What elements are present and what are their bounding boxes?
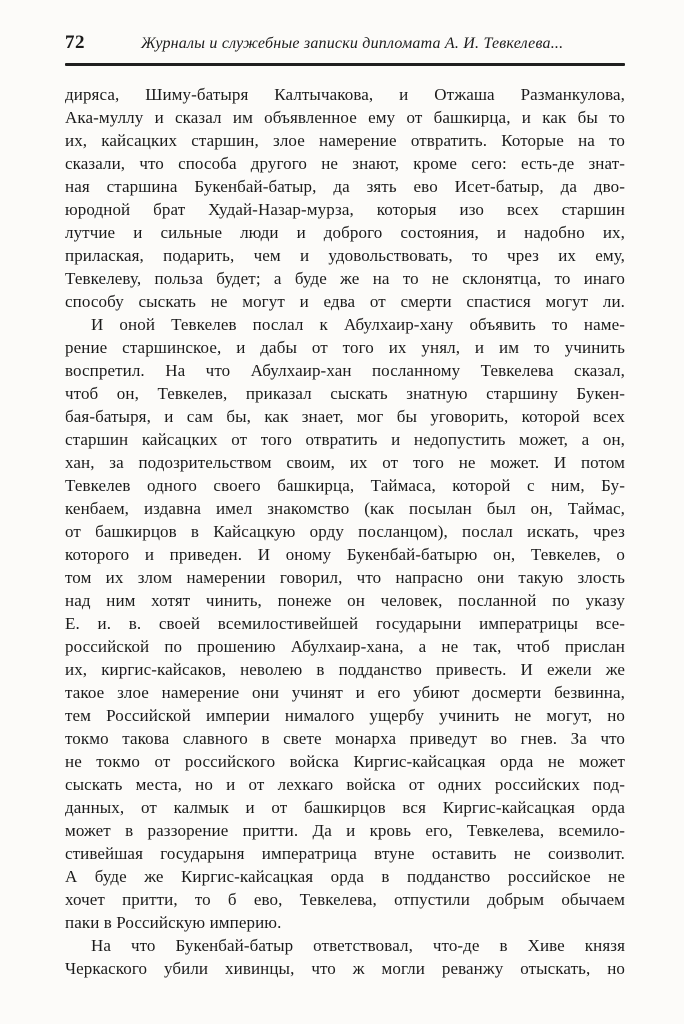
text-line: хан, за подозрительством своим, их от того не может. И потом bbox=[65, 453, 625, 472]
text-line: российской по прошению Абулхаир-хана, а не так, чтоб прислан bbox=[65, 637, 625, 656]
text-line: их, кайсацких старшин, злое намерение отвратить. Которые на то bbox=[65, 131, 625, 150]
page-body bbox=[65, 83, 625, 980]
text-line: сказали, что способа другого не знают, кроме сего: есть-де знат- bbox=[65, 154, 625, 173]
paragraph bbox=[65, 83, 625, 313]
text-line: кенбаем, издавна имел знакомство (как посылан был он, Таймас, bbox=[65, 499, 625, 518]
text-line: может в раззорение притти. Да и кровь его, Тевкелева, всемило- bbox=[65, 821, 625, 840]
text-line: которого и приведен. И оному Букенбай-батырю он, Тевкелев, о bbox=[65, 545, 625, 564]
text-line: токмо такова славного в свете монарха приведут во гнев. За что bbox=[65, 729, 625, 748]
text-line: Черкаского убили хивинцы, что ж могли реванжу отыскать, но bbox=[65, 959, 625, 978]
running-title: Журналы и служебные записки дипломата А. И. Тевкелева... bbox=[141, 35, 564, 52]
text-line: том их злом намерении говорил, что напрасно они такую злость bbox=[65, 568, 625, 587]
text-line: лутчие и сильные люди и доброго состояния, и надобно их, bbox=[65, 223, 625, 242]
text-line: Е. и. в. своей всемилостивейшей государыни императрицы все- bbox=[65, 614, 625, 633]
text-line: старшин кайсацких от того отвратить и недопустить может, а он, bbox=[65, 430, 625, 449]
text-line: сыскать места, но и от лехкаго войска от одних российских под- bbox=[65, 775, 625, 794]
text-line: не токмо от российского войска Киргис-кайсацкая орда не может bbox=[65, 752, 625, 771]
text-line: На что Букенбай-батыр ответствовал, что-де в Хиве князя bbox=[91, 936, 625, 955]
text-line: такое злое намерение они учинят и его убиют досмерти безвинна, bbox=[65, 683, 625, 702]
text-line: способу сыскать не могут и едва от смерти спастися могут ли. bbox=[65, 292, 625, 311]
paragraph bbox=[65, 313, 625, 934]
text-line: хочет притти, то б ево, Тевкелева, отпустили добрым обычаем bbox=[65, 890, 625, 909]
text-line: Тевкелеву, польза будет; а буде же на то не склонятца, то инаго bbox=[65, 269, 625, 288]
page-number: 72 bbox=[65, 32, 85, 53]
text-line: паки в Российскую империю. bbox=[65, 913, 282, 932]
text-line: диряса, Шиму-батыря Калтычакова, и Отжаша Разманкулова, bbox=[65, 85, 625, 104]
text-line: рение старшинское, и дабы от того их унял, и им то учинить bbox=[65, 338, 625, 357]
text-line: от башкирцов в Кайсацкую орду посланцом), послал искать, чрез bbox=[65, 522, 625, 541]
text-line: Тевкелев одного своего башкирца, Таймаса, которой с ним, Бу- bbox=[65, 476, 625, 495]
text-line: ная старшина Букенбай-батыр, да зять ево Исет-батыр, да дво- bbox=[65, 177, 625, 196]
header-rule bbox=[65, 63, 625, 66]
text-line: воспретил. На что Абулхаир-хан посланному Тевкелева сказал, bbox=[65, 361, 625, 380]
text-line: данных, от калмык и от башкирцов вся Киргис-кайсацкая орда bbox=[65, 798, 625, 817]
text-line: над ним хотят чинить, понеже он человек, посланной по указу bbox=[65, 591, 625, 610]
text-line: стивейшая государыня императрица втуне оставить не соизволит. bbox=[65, 844, 625, 863]
text-line: их, киргис-кайсаков, неволею в подданство привесть. И ежели же bbox=[65, 660, 625, 679]
page-header bbox=[65, 32, 625, 56]
text-line: Ака-муллу и сказал им объявленное ему от башкирца, и как бы то bbox=[65, 108, 625, 127]
text-line: тем Российской империи нималого ущербу учинить не могут, но bbox=[65, 706, 625, 725]
text-line: А буде же Киргис-кайсацкая орда в подданство российское не bbox=[65, 867, 625, 886]
text-line: прилаская, подарить, чем и удовольствовать, то чрез их ему, bbox=[65, 246, 625, 265]
paragraph bbox=[65, 934, 625, 980]
text-line: И оной Тевкелев послал к Абулхаир-хану объявить то наме- bbox=[91, 315, 625, 334]
text-line: юродной брат Худай-Назар-мурза, которыя изо всех старшин bbox=[65, 200, 625, 219]
text-line: чтоб он, Тевкелев, приказал сыскать знатную старшину Букен- bbox=[65, 384, 625, 403]
text-line: бая-батыря, и сам бы, как знает, мог бы уговорить, которой всех bbox=[65, 407, 625, 426]
